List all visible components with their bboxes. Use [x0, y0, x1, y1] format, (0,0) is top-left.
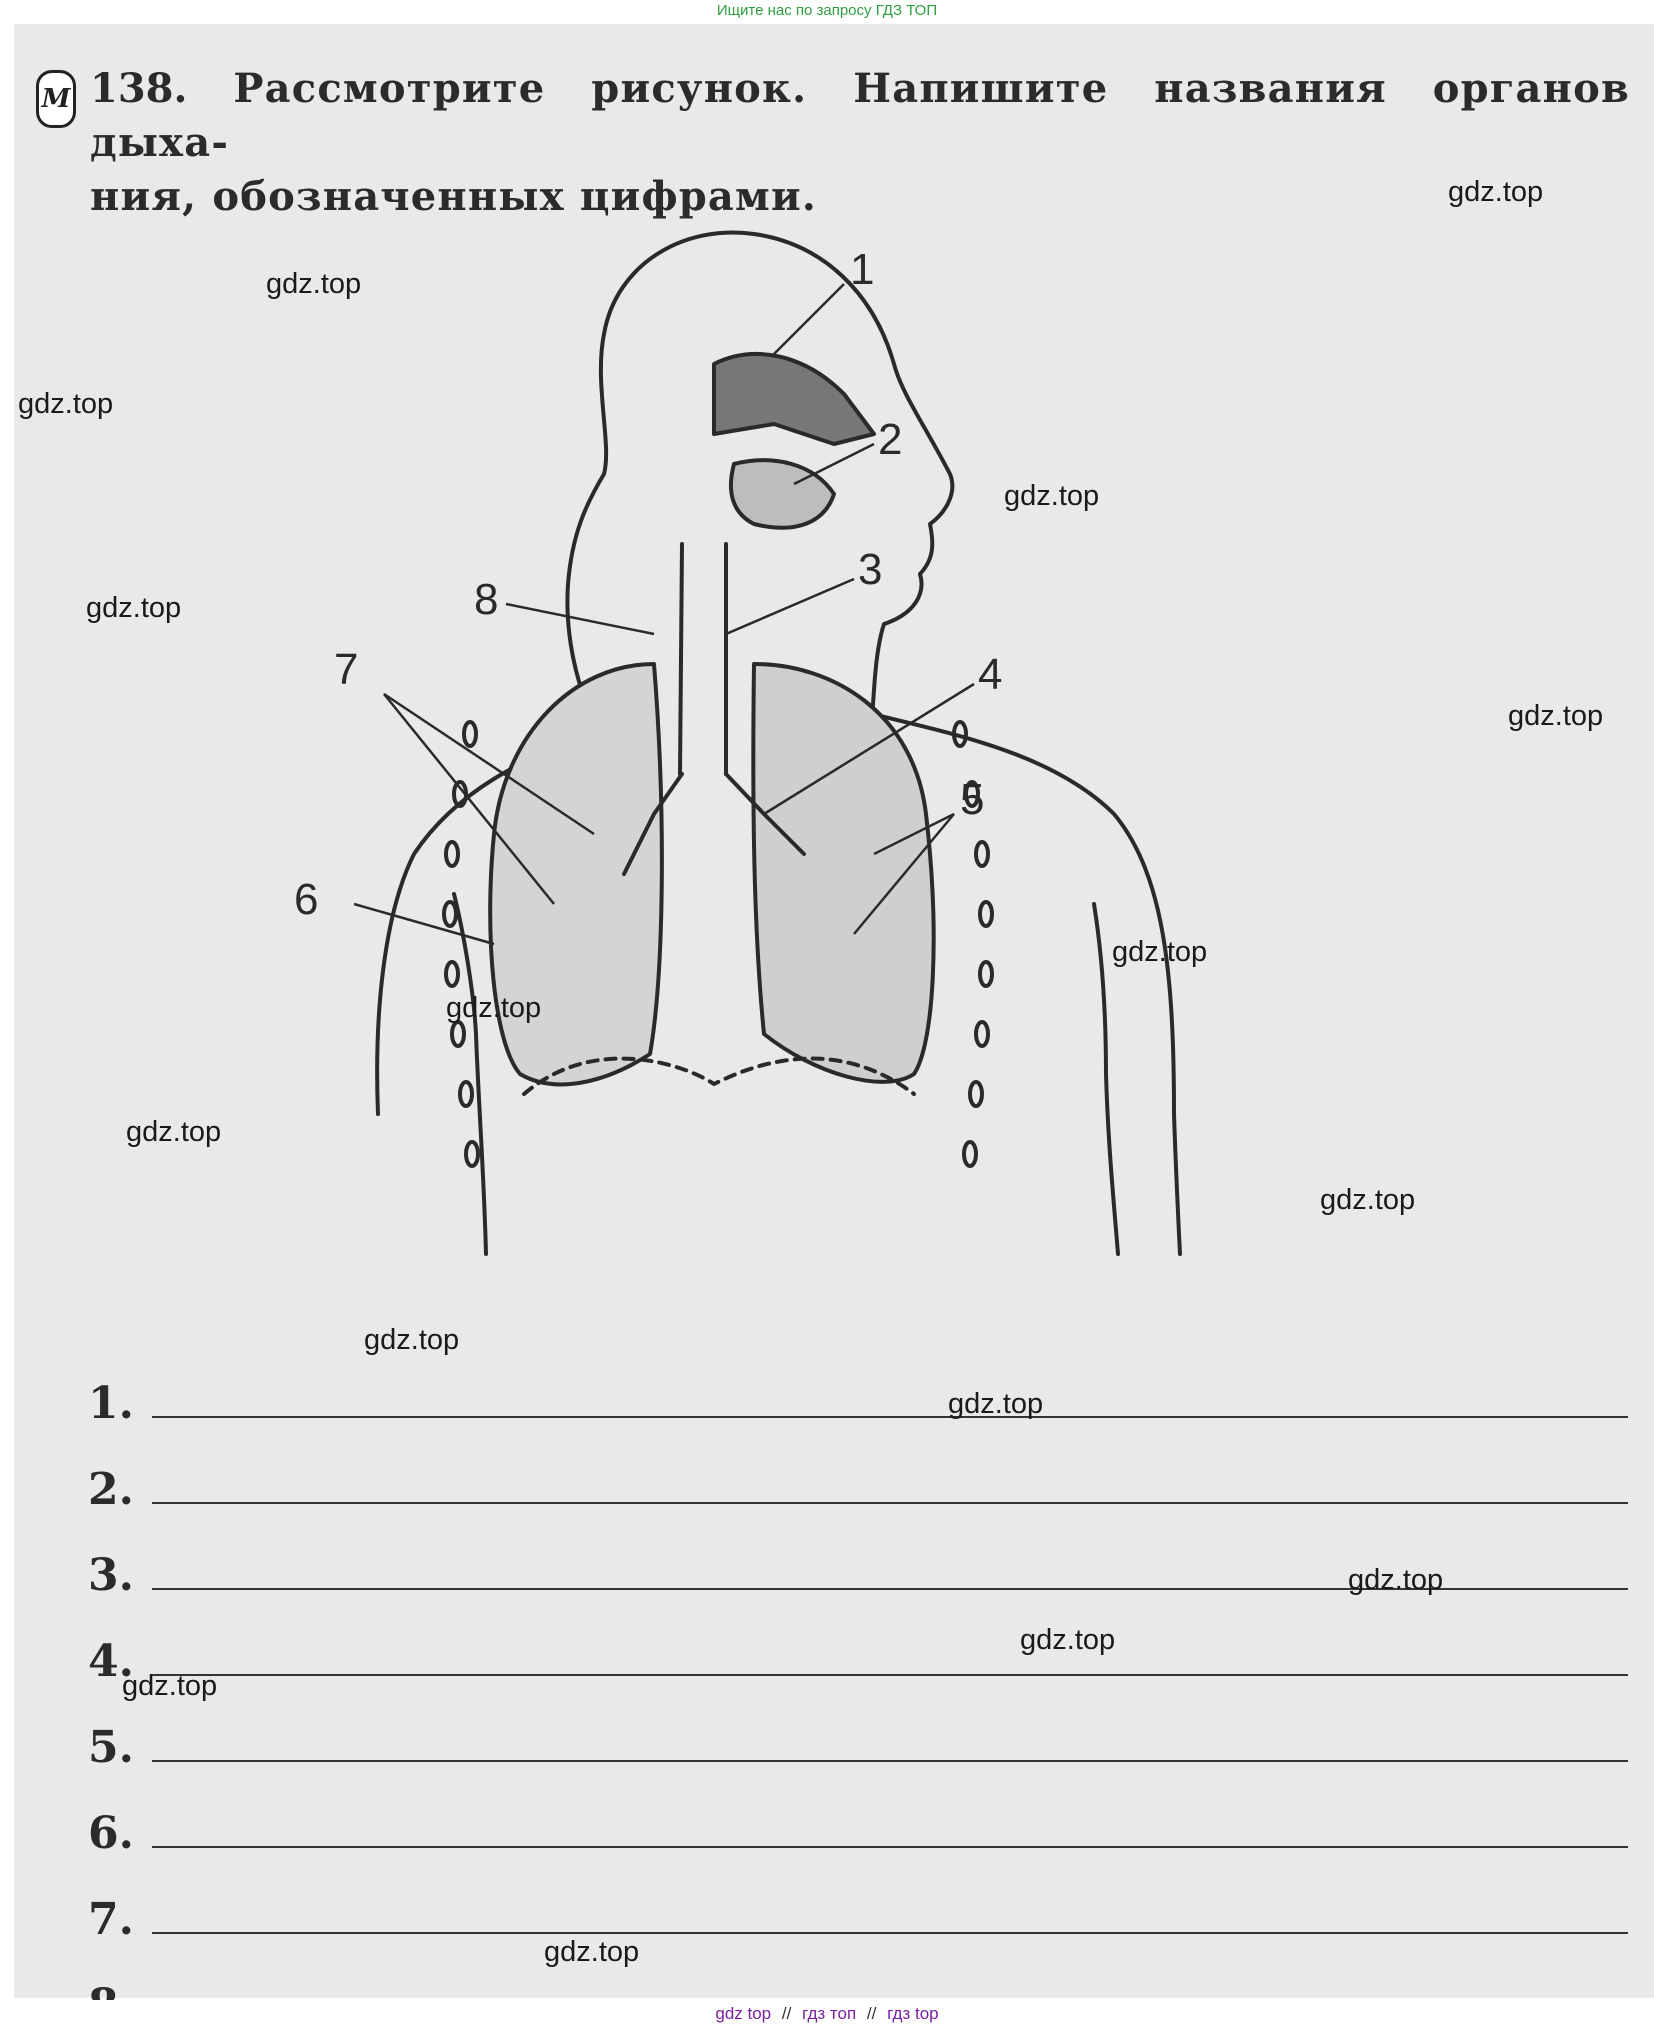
- footer-separator: //: [866, 2004, 877, 2023]
- answer-number: 4.: [88, 1636, 134, 1687]
- answer-number: 3.: [88, 1550, 134, 1601]
- callout-3: 3: [858, 545, 883, 594]
- callout-1: 1: [850, 245, 875, 294]
- callout-4: 4: [978, 650, 1003, 699]
- watermark: gdz.top: [86, 592, 182, 624]
- watermark: gdz.top: [1320, 1184, 1416, 1216]
- watermark: gdz.top: [1112, 936, 1208, 968]
- leader-8: [506, 604, 654, 634]
- answer-row: [88, 1678, 1628, 1773]
- watermark: gdz.top: [446, 992, 542, 1024]
- answer-list: [88, 1334, 1628, 2022]
- footer-link-3[interactable]: гдз top: [887, 2004, 939, 2023]
- answer-number: 7.: [88, 1894, 134, 1945]
- arm-left: [454, 894, 486, 1254]
- watermark: gdz.top: [364, 1324, 460, 1356]
- watermark: gdz.top: [544, 1936, 640, 1968]
- trachea: [680, 544, 726, 774]
- callout-2: 2: [878, 415, 903, 464]
- watermark: gdz.top: [18, 388, 114, 420]
- watermark: gdz.top: [266, 268, 362, 300]
- leader-3: [726, 579, 854, 634]
- answer-number: 1.: [88, 1378, 134, 1429]
- answer-line-1[interactable]: [152, 1415, 1628, 1418]
- bottom-banner: [0, 2000, 1654, 2028]
- watermark: gdz.top: [1004, 480, 1100, 512]
- task-text-line2: ния, обозначенных цифрами.: [90, 173, 817, 220]
- answer-line-5[interactable]: [152, 1759, 1628, 1762]
- answer-number: 2.: [88, 1464, 134, 1515]
- watermark: gdz.top: [1020, 1624, 1116, 1656]
- worksheet-page: [14, 24, 1654, 1998]
- watermark: gdz.top: [1508, 700, 1604, 732]
- watermark: gdz.top: [948, 1388, 1044, 1420]
- footer-separator: //: [781, 2004, 792, 2023]
- nasal-cavity: [714, 354, 874, 444]
- answer-line-2[interactable]: [152, 1501, 1628, 1504]
- answer-number: 5.: [88, 1722, 134, 1773]
- answer-line-4[interactable]: [152, 1673, 1628, 1676]
- answer-row: [88, 1764, 1628, 1859]
- answer-line-6[interactable]: [152, 1845, 1628, 1848]
- task-number: 138.: [90, 65, 188, 112]
- task-title: [90, 62, 1630, 224]
- footer-link-1[interactable]: gdz top: [715, 2004, 772, 2023]
- leader-1: [774, 284, 844, 354]
- answer-number: 6.: [88, 1808, 134, 1859]
- leader-2: [794, 444, 874, 484]
- answer-line-7[interactable]: [152, 1931, 1628, 1934]
- watermark: gdz.top: [126, 1116, 222, 1148]
- answer-row: [88, 1850, 1628, 1945]
- task-text-line1: Рассмотрите рисунок. Напишите названия органов дыха-: [90, 65, 1630, 166]
- top-banner[interactable]: Ищите нас по запросу ГДЗ ТОП: [716, 2, 938, 19]
- callout-7: 7: [334, 645, 359, 694]
- watermark: gdz.top: [1448, 176, 1544, 208]
- callout-8: 8: [474, 575, 499, 624]
- watermark: gdz.top: [1348, 1564, 1444, 1596]
- leader-6: [354, 904, 494, 944]
- answer-row: [88, 1420, 1628, 1515]
- watermark: gdz.top: [122, 1670, 218, 1702]
- footer-link-2[interactable]: гдз топ: [802, 2004, 857, 2023]
- callout-6: 6: [294, 875, 319, 924]
- task-type-icon: М: [36, 70, 76, 128]
- callout-5: 5: [960, 775, 985, 824]
- answer-row: [88, 1334, 1628, 1429]
